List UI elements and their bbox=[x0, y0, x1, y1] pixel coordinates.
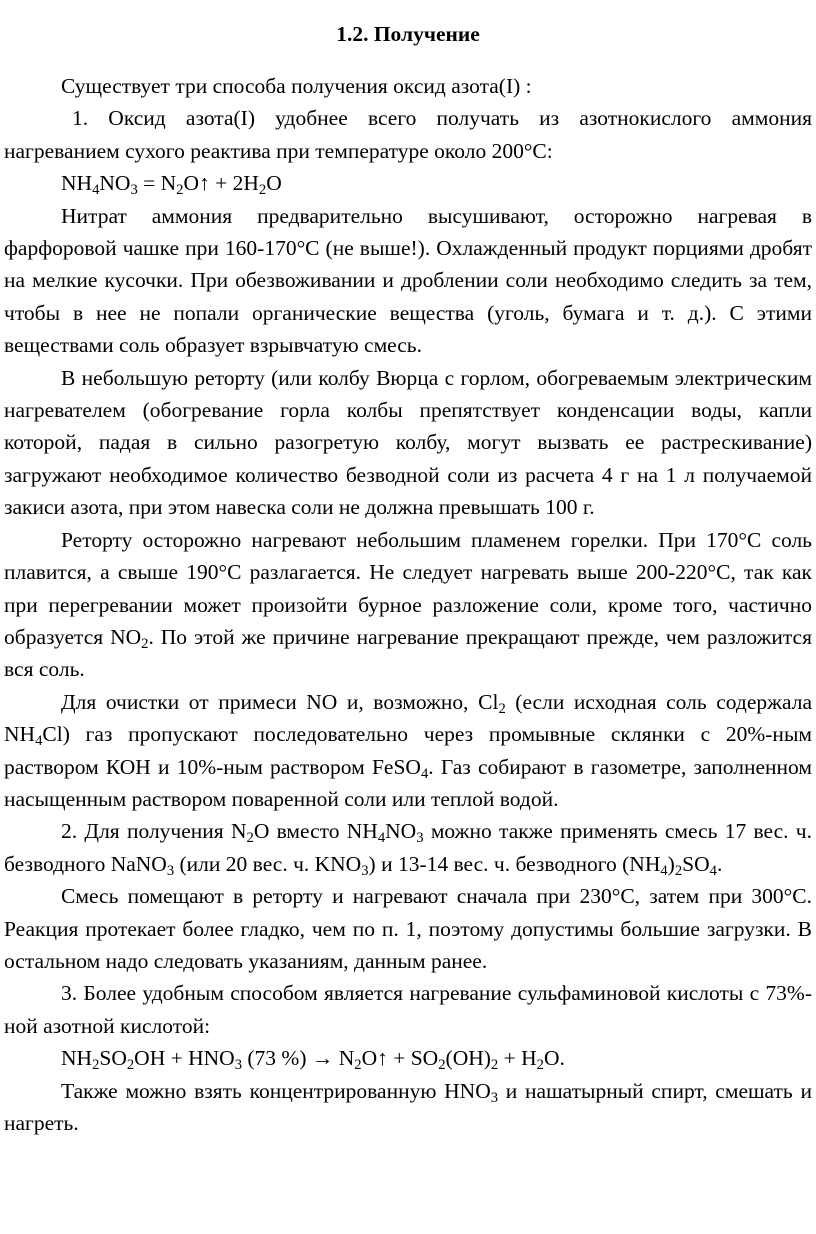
method-2-paragraph: 2. Для получения $N_2O$ вместо $NH_4NO_3$ можно также применять смесь 17 вес. ч. безводного NaNO$_3$ (или 20 вес. ч. $KNO_3$) и 13-14 вес. ч. безводного $(NH_4)_2SO_4$. bbox=[4, 819, 812, 879]
method-1-paragraph: 1. Оксид азота(I) удобнее всего получать из азотнокислого аммония нагреванием сухого реактива при температуре около 200°С: bbox=[4, 106, 812, 163]
retort-paragraph: В небольшую реторту (или колбу Вюрца с горлом, обогреваемым электрическим нагревателем (обогревание горла колбы препятствует конденсации воды, капли которой, падая в сильно разогретую колбу, могут вызвать ее растрескивание) загружают необходимое количество безводной соли из расчета 4 г на 1 л получаемой закиси азота, при этом навеска соли не должна превышать 100 г. bbox=[4, 365, 812, 520]
mixture-paragraph: Смесь помещают в реторту и нагревают сначала при 230°С, затем при 300°С. Реакция протекает более гладко, чем по п. 1, поэтому допустимы большие загрузки. В остальном надо следовать указаниям, данным ранее. bbox=[4, 884, 812, 973]
equation-2: $NH_2SO_2OH + HNO_3$ (73 %) → $N_2O↑ + SO_2(OH)_2 + H_2O$. bbox=[61, 1046, 565, 1074]
heating-paragraph: Реторту осторожно нагревают небольшим пламенем горелки. При 170°С соль плавится, а свыше 190°С разлагается. Не следует нагревать выше 200-220°С, так как при перегревании может произойти бурное разложение соли, кроме того, частично образуется $NO_2$. По этой же причине нагревание прекращают прежде, чем разложится вся соль. bbox=[4, 527, 812, 682]
equation-1: $NH_4NO_3$ = $N_2O↑ + 2H_2O$ bbox=[61, 171, 282, 199]
purification-paragraph: Для очистки от примеси NO и, возможно, $Cl_2$ (если исходная соль содержала $NH_4Cl$) газ пропускают последовательно через промывные склянки с 20%-ным раствором КОН и 10%-ным раствором FeSO$_4$. Газ собирают в газометре, заполненном насыщенным раствором поваренной соли или теплой водой. bbox=[4, 689, 812, 811]
method-3-paragraph: 3. Более удобным способом является нагревание сульфаминовой кислоты с 73%-ной азотной кислотой: bbox=[4, 981, 812, 1038]
intro-paragraph: Существует три способа получения оксид азота(I) : bbox=[61, 74, 532, 98]
section-heading: 1.2. Получение bbox=[336, 22, 480, 46]
drying-paragraph: Нитрат аммония предварительно высушивают, осторожно нагревая в фарфоровой чашке при 160-170°С (не выше!). Охлажденный продукт порциями дробят на мелкие кусочки. При обезвоживании и дроблении соли необходимо следить за тем, чтобы в нее не попали органические вещества (уголь, бумага и т. д.). С этими веществами соль образует взрывчатую смесь. bbox=[4, 203, 812, 358]
alternative-paragraph: Также можно взять концентрированную $HNO_3$ и нашатырный спирт, смешать и нагреть. bbox=[4, 1078, 812, 1135]
